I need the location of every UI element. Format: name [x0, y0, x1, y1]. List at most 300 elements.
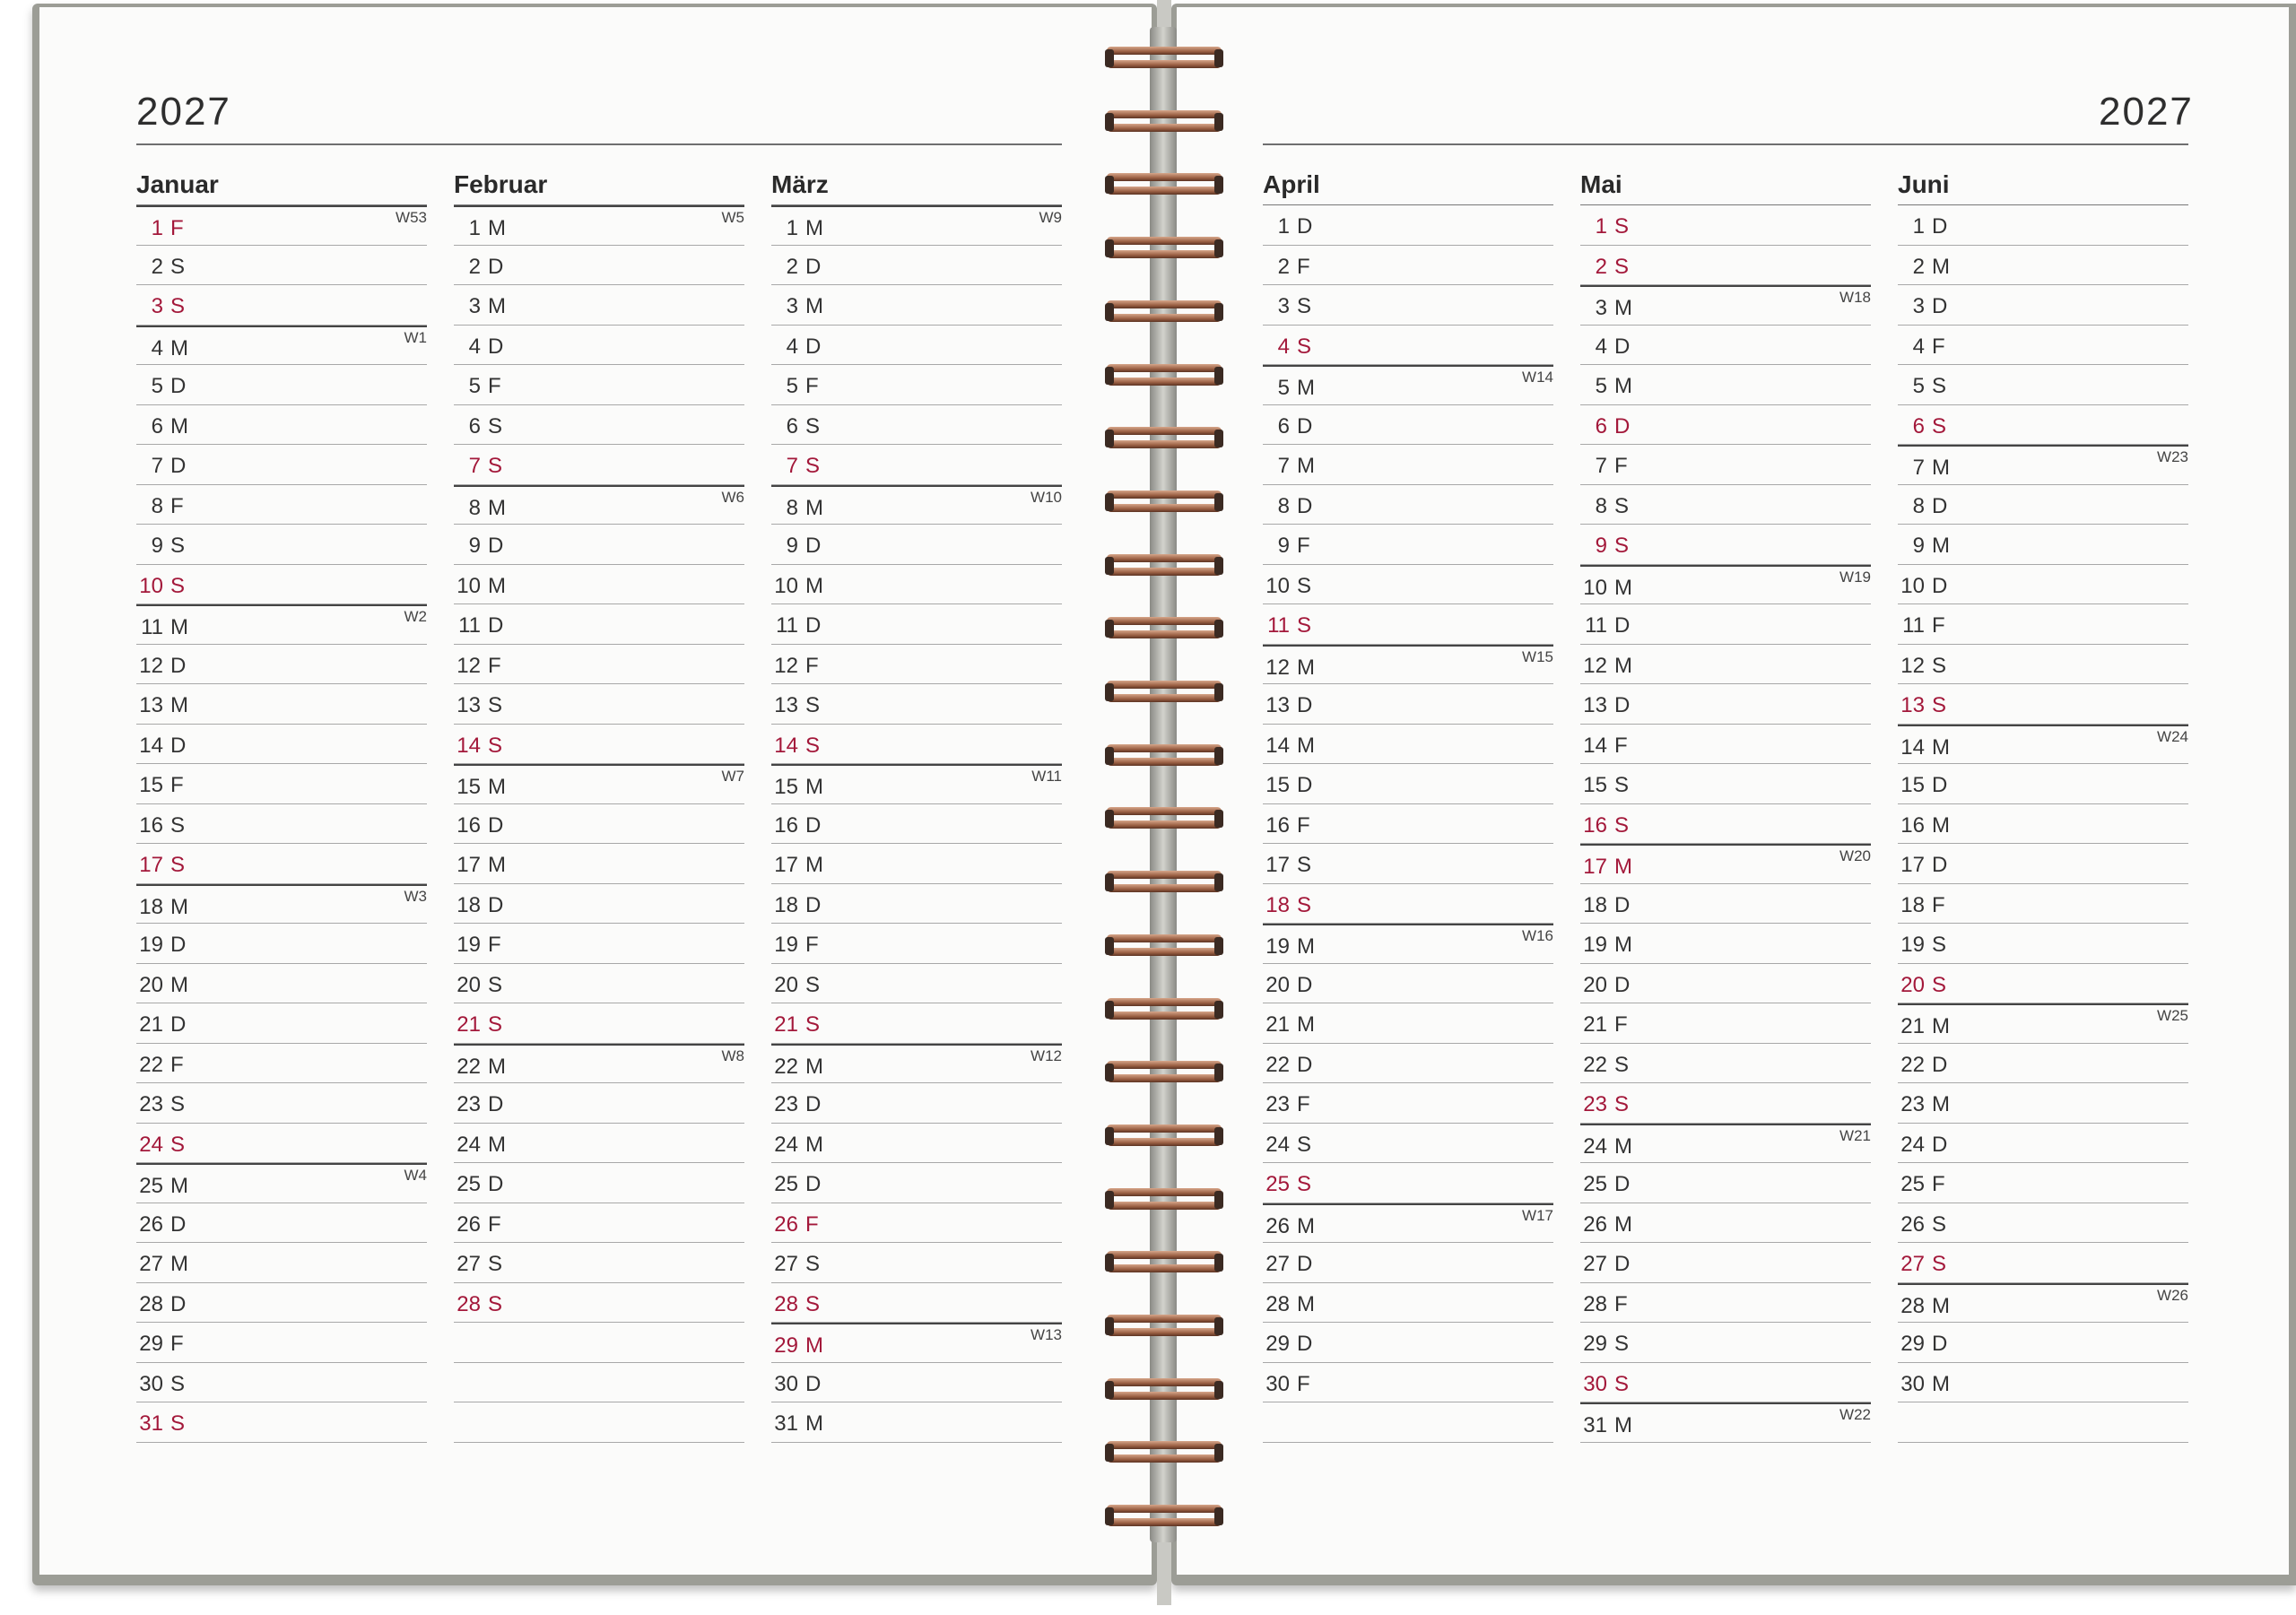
day-row[interactable]: [136, 645, 427, 685]
day-row[interactable]: [454, 964, 744, 1004]
day-number: 16: [1900, 812, 1925, 838]
day-number: 28: [1265, 1291, 1290, 1316]
day-row[interactable]: [1898, 445, 2188, 485]
day-row[interactable]: [1580, 1044, 1871, 1084]
day-row[interactable]: [1580, 1363, 1871, 1403]
day-row[interactable]: [454, 645, 744, 685]
day-row[interactable]: [1898, 1203, 2188, 1244]
day-number: 11: [458, 613, 481, 638]
day-row[interactable]: [1898, 844, 2188, 884]
day-row[interactable]: [1898, 1243, 2188, 1283]
day-row[interactable]: [1263, 1402, 1553, 1443]
day-number: 4: [151, 335, 163, 360]
day-row[interactable]: [136, 684, 427, 725]
day-row[interactable]: [454, 1124, 744, 1164]
day-row[interactable]: [1898, 1044, 2188, 1084]
day-number: 1: [468, 216, 481, 240]
weekday-letter: F: [1614, 733, 1628, 758]
day-row[interactable]: [136, 445, 427, 485]
day-row[interactable]: [1898, 924, 2188, 964]
day-row[interactable]: [771, 365, 1062, 405]
weekday-letter: M: [1932, 812, 1950, 838]
weekday-letter: S: [170, 853, 186, 877]
day-row[interactable]: [1580, 924, 1871, 964]
day-number: 10: [774, 573, 798, 598]
day-row[interactable]: [454, 285, 744, 326]
day-row[interactable]: [454, 1363, 744, 1403]
weekday-letter: M: [488, 216, 506, 240]
day-row[interactable]: [136, 1083, 427, 1124]
day-row[interactable]: [1580, 405, 1871, 446]
weekday-letter: D: [1614, 334, 1631, 359]
day-row[interactable]: [1263, 525, 1553, 565]
weekday-letter: M: [1297, 1291, 1315, 1316]
day-row[interactable]: [771, 1203, 1062, 1244]
day-row[interactable]: [1898, 1323, 2188, 1363]
day-row[interactable]: [1898, 1363, 2188, 1403]
day-row[interactable]: [1580, 205, 1871, 246]
day-number: 13: [1265, 693, 1290, 717]
day-row[interactable]: [771, 844, 1062, 884]
day-row[interactable]: [1263, 485, 1553, 525]
weekday-letter: M: [1614, 374, 1632, 398]
month-column-märz: [771, 169, 1062, 1443]
day-row[interactable]: [1898, 205, 2188, 246]
day-row[interactable]: [1580, 1003, 1871, 1044]
day-row[interactable]: [1263, 1003, 1553, 1044]
weekday-letter: S: [488, 1291, 503, 1316]
weekday-letter: D: [1297, 773, 1313, 797]
day-number: 14: [774, 733, 798, 758]
day-row[interactable]: [1580, 525, 1871, 565]
day-row[interactable]: [1898, 285, 2188, 326]
weekday-letter: S: [1614, 493, 1630, 518]
day-number: 26: [457, 1211, 481, 1237]
day-row[interactable]: [1580, 1243, 1871, 1283]
day-row[interactable]: [1898, 1124, 2188, 1164]
day-row[interactable]: [771, 326, 1062, 366]
day-row[interactable]: [136, 804, 427, 845]
day-row[interactable]: [1263, 246, 1553, 286]
day-number: 15: [1265, 773, 1290, 797]
day-row[interactable]: [1263, 924, 1553, 964]
weekday-letter: D: [1614, 892, 1631, 917]
day-number: 4: [468, 334, 481, 359]
day-row[interactable]: [1898, 1003, 2188, 1044]
day-row[interactable]: [454, 205, 744, 246]
day-row[interactable]: [454, 365, 744, 405]
day-number: 8: [1912, 493, 1925, 518]
day-row[interactable]: [454, 1283, 744, 1324]
day-row[interactable]: [136, 246, 427, 286]
weekday-letter: S: [1932, 933, 1947, 957]
weekday-letter: S: [1614, 534, 1630, 558]
weekday-letter: D: [1297, 493, 1313, 518]
day-row[interactable]: [1263, 1163, 1553, 1203]
day-row[interactable]: [136, 1003, 427, 1044]
day-row[interactable]: [1580, 804, 1871, 845]
day-row[interactable]: [136, 1044, 427, 1084]
day-row[interactable]: [454, 525, 744, 565]
day-row[interactable]: [454, 725, 744, 765]
weekday-letter: D: [488, 334, 504, 359]
day-row[interactable]: [771, 1083, 1062, 1124]
day-row[interactable]: [1580, 884, 1871, 925]
day-number: 27: [774, 1252, 798, 1276]
weekday-letter: D: [1297, 1052, 1313, 1077]
weekday-letter: M: [1932, 534, 1950, 558]
day-row[interactable]: [1580, 1283, 1871, 1324]
day-row[interactable]: [1580, 1323, 1871, 1363]
day-row[interactable]: [454, 604, 744, 645]
day-row[interactable]: [771, 964, 1062, 1004]
day-row[interactable]: [1580, 485, 1871, 525]
day-number: 12: [1265, 655, 1290, 680]
day-row[interactable]: [771, 725, 1062, 765]
weekday-letter: D: [170, 1291, 187, 1316]
day-number: 13: [457, 693, 481, 717]
weekday-letter: F: [1297, 534, 1310, 558]
day-row[interactable]: [771, 1003, 1062, 1044]
day-number: 8: [468, 495, 481, 520]
weekday-letter: M: [1932, 1014, 1950, 1038]
day-row[interactable]: [1898, 326, 2188, 366]
day-row[interactable]: [1263, 884, 1553, 925]
day-row[interactable]: [454, 485, 744, 525]
month-column-januar: [136, 169, 427, 1443]
weekday-letter: F: [170, 216, 184, 240]
day-row[interactable]: [1898, 246, 2188, 286]
day-row[interactable]: [1263, 1363, 1553, 1403]
day-number: 19: [774, 933, 798, 957]
day-row[interactable]: [771, 1323, 1062, 1363]
day-row[interactable]: [454, 405, 744, 446]
day-row[interactable]: [1263, 964, 1553, 1004]
day-row[interactable]: [771, 405, 1062, 446]
day-number: 17: [1265, 853, 1290, 877]
day-number: 24: [1583, 1133, 1607, 1159]
day-number: 27: [139, 1252, 163, 1276]
day-row[interactable]: [454, 684, 744, 725]
day-row[interactable]: [1263, 684, 1553, 725]
day-row[interactable]: [1580, 844, 1871, 884]
day-row[interactable]: [1263, 645, 1553, 685]
day-row[interactable]: [771, 485, 1062, 525]
day-row[interactable]: [136, 1323, 427, 1363]
day-row[interactable]: [1898, 1283, 2188, 1324]
weekday-letter: F: [1614, 1012, 1628, 1037]
day-row[interactable]: [771, 1044, 1062, 1084]
week-number: W12: [1031, 1046, 1062, 1064]
weekday-letter: S: [488, 972, 503, 997]
weekday-letter: D: [1932, 1332, 1948, 1356]
day-row[interactable]: [454, 246, 744, 286]
day-row[interactable]: [136, 764, 427, 804]
day-row[interactable]: [771, 804, 1062, 845]
day-row[interactable]: [1898, 365, 2188, 405]
day-number: 25: [1265, 1172, 1290, 1196]
day-row[interactable]: [1580, 1124, 1871, 1164]
weekday-letter: M: [170, 1252, 188, 1276]
day-row[interactable]: [454, 1044, 744, 1084]
day-number: 15: [1583, 773, 1607, 797]
day-row[interactable]: [454, 1323, 744, 1363]
day-row[interactable]: [1263, 326, 1553, 366]
day-row[interactable]: [1898, 645, 2188, 685]
day-number: 8: [151, 493, 163, 518]
day-row[interactable]: [1263, 804, 1553, 845]
day-row[interactable]: [771, 764, 1062, 804]
day-row[interactable]: [136, 326, 427, 366]
weekday-letter: M: [488, 573, 506, 598]
day-row[interactable]: [1263, 205, 1553, 246]
day-row[interactable]: [1898, 565, 2188, 605]
weekday-letter: D: [1932, 493, 1948, 518]
day-row[interactable]: [771, 1402, 1062, 1443]
day-row[interactable]: [1898, 725, 2188, 765]
day-row[interactable]: [1898, 964, 2188, 1004]
day-row[interactable]: [1263, 764, 1553, 804]
day-row[interactable]: [1580, 1083, 1871, 1124]
day-row[interactable]: [454, 1083, 744, 1124]
day-row[interactable]: [454, 884, 744, 925]
day-row[interactable]: [136, 964, 427, 1004]
day-row[interactable]: [454, 565, 744, 605]
weekday-letter: F: [805, 1211, 819, 1237]
day-row[interactable]: [1263, 565, 1553, 605]
day-number: 22: [1900, 1052, 1925, 1077]
day-row[interactable]: [1263, 725, 1553, 765]
day-row[interactable]: [136, 884, 427, 925]
day-row[interactable]: [136, 1243, 427, 1283]
weekday-letter: S: [170, 812, 186, 838]
day-row[interactable]: [771, 604, 1062, 645]
weekday-letter: F: [170, 1052, 184, 1077]
day-number: 14: [1265, 733, 1290, 758]
day-number: 7: [1277, 454, 1290, 478]
weekday-letter: M: [488, 294, 506, 318]
day-row[interactable]: [136, 604, 427, 645]
day-row[interactable]: [1580, 604, 1871, 645]
day-number: 20: [1265, 972, 1290, 997]
day-row[interactable]: [1580, 725, 1871, 765]
day-row[interactable]: [1580, 246, 1871, 286]
day-number: 21: [1583, 1012, 1607, 1037]
day-number: 17: [139, 853, 163, 877]
weekday-letter: S: [170, 1371, 186, 1396]
day-row[interactable]: [454, 445, 744, 485]
day-row[interactable]: [136, 1163, 427, 1203]
weekday-letter: S: [170, 1132, 186, 1157]
day-number: 23: [1900, 1092, 1925, 1116]
day-row[interactable]: [1263, 1283, 1553, 1324]
day-row[interactable]: [1898, 525, 2188, 565]
day-row[interactable]: [1580, 1163, 1871, 1203]
weekday-letter: M: [1932, 734, 1950, 760]
day-row[interactable]: [1263, 1203, 1553, 1244]
day-row[interactable]: [771, 684, 1062, 725]
day-row[interactable]: [136, 1283, 427, 1324]
week-number: W16: [1522, 927, 1553, 944]
day-row[interactable]: [1263, 844, 1553, 884]
weekday-letter: S: [488, 733, 503, 758]
weekday-letter: D: [1932, 573, 1948, 598]
weekday-letter: M: [488, 1132, 506, 1157]
spiral-ring: [1107, 1378, 1222, 1402]
weekday-letter: S: [1614, 773, 1630, 797]
day-row[interactable]: [136, 485, 427, 525]
day-row[interactable]: [771, 1363, 1062, 1403]
day-number: 31: [139, 1411, 163, 1436]
day-row[interactable]: [454, 326, 744, 366]
day-row[interactable]: [771, 525, 1062, 565]
day-row[interactable]: [1263, 1124, 1553, 1164]
month-name: Mai: [1580, 169, 1871, 205]
day-row[interactable]: [1580, 1203, 1871, 1244]
day-number: 18: [139, 894, 163, 919]
weekday-letter: D: [805, 534, 822, 558]
day-row[interactable]: [1898, 1163, 2188, 1203]
day-row[interactable]: [1580, 565, 1871, 605]
day-row[interactable]: [1898, 604, 2188, 645]
day-number: 21: [774, 1012, 798, 1037]
day-row[interactable]: [771, 924, 1062, 964]
weekday-letter: D: [805, 1371, 822, 1396]
day-row[interactable]: [136, 844, 427, 884]
weekday-letter: F: [1297, 1371, 1310, 1396]
day-row[interactable]: [1580, 365, 1871, 405]
weekday-letter: F: [805, 933, 819, 957]
day-number: 17: [774, 853, 798, 877]
day-row[interactable]: [454, 1402, 744, 1443]
day-row[interactable]: [136, 1203, 427, 1244]
day-number: 7: [468, 454, 481, 478]
spiral-ring: [1107, 554, 1222, 577]
day-row[interactable]: [136, 1124, 427, 1164]
day-row[interactable]: [136, 1363, 427, 1403]
day-row[interactable]: [1263, 604, 1553, 645]
week-number: W13: [1031, 1326, 1062, 1343]
day-row[interactable]: [136, 405, 427, 446]
weekday-letter: F: [488, 933, 501, 957]
day-row[interactable]: [771, 565, 1062, 605]
day-row[interactable]: [1580, 285, 1871, 326]
weekday-letter: F: [1932, 1172, 1945, 1196]
day-row[interactable]: [454, 1203, 744, 1244]
day-row[interactable]: [771, 1283, 1062, 1324]
day-number: 16: [1583, 812, 1607, 838]
day-number: 9: [468, 534, 481, 558]
day-row[interactable]: [454, 844, 744, 884]
weekday-letter: M: [488, 495, 506, 520]
day-row[interactable]: [454, 924, 744, 964]
day-row[interactable]: [1580, 764, 1871, 804]
day-row[interactable]: [136, 924, 427, 964]
weekday-letter: S: [488, 1252, 503, 1276]
weekday-letter: M: [805, 573, 823, 598]
day-number: 28: [139, 1291, 163, 1316]
day-row[interactable]: [1580, 326, 1871, 366]
day-row[interactable]: [1580, 684, 1871, 725]
day-row[interactable]: [454, 1003, 744, 1044]
day-row[interactable]: [454, 1163, 744, 1203]
day-row[interactable]: [771, 645, 1062, 685]
weekday-letter: S: [170, 573, 186, 598]
day-row[interactable]: [771, 1163, 1062, 1203]
day-row[interactable]: [1898, 1402, 2188, 1443]
weekday-letter: M: [1932, 1293, 1950, 1318]
day-number: 30: [774, 1371, 798, 1396]
day-row[interactable]: [1580, 645, 1871, 685]
day-row[interactable]: [1898, 405, 2188, 446]
weekday-letter: F: [488, 653, 501, 678]
day-number: 31: [1583, 1413, 1607, 1437]
weekday-letter: S: [1932, 413, 1947, 438]
day-number: 5: [1595, 374, 1607, 398]
day-number: 7: [1595, 454, 1607, 478]
day-number: 14: [1583, 733, 1607, 758]
day-row[interactable]: [1898, 804, 2188, 845]
day-row[interactable]: [1898, 684, 2188, 725]
day-row[interactable]: [454, 804, 744, 845]
day-row[interactable]: [771, 884, 1062, 925]
day-row[interactable]: [771, 285, 1062, 326]
day-row[interactable]: [771, 445, 1062, 485]
day-row[interactable]: [136, 725, 427, 765]
day-row[interactable]: [1898, 1083, 2188, 1124]
day-row[interactable]: [1898, 764, 2188, 804]
day-row[interactable]: [771, 1243, 1062, 1283]
day-row[interactable]: [136, 205, 427, 246]
day-row[interactable]: [1263, 1083, 1553, 1124]
day-number: 1: [786, 216, 798, 240]
day-row[interactable]: [136, 565, 427, 605]
day-row[interactable]: [1580, 445, 1871, 485]
day-number: 12: [1583, 653, 1607, 678]
weekday-letter: D: [805, 812, 822, 838]
day-row[interactable]: [1263, 1323, 1553, 1363]
spiral-ring: [1107, 110, 1222, 134]
day-row[interactable]: [771, 1124, 1062, 1164]
day-number: 24: [139, 1132, 163, 1157]
day-row[interactable]: [454, 1243, 744, 1283]
day-row[interactable]: [136, 285, 427, 326]
day-row[interactable]: [1580, 1402, 1871, 1443]
weekday-letter: S: [1297, 334, 1312, 359]
day-row[interactable]: [771, 205, 1062, 246]
day-row[interactable]: [1263, 445, 1553, 485]
day-row[interactable]: [1898, 884, 2188, 925]
day-row[interactable]: [454, 764, 744, 804]
day-row[interactable]: [136, 1402, 427, 1443]
day-number: 17: [1583, 855, 1607, 879]
day-row[interactable]: [1263, 285, 1553, 326]
day-row[interactable]: [136, 365, 427, 405]
day-row[interactable]: [1263, 1044, 1553, 1084]
day-row[interactable]: [771, 246, 1062, 286]
day-row[interactable]: [1263, 405, 1553, 446]
day-row[interactable]: [1263, 1243, 1553, 1283]
day-row[interactable]: [1263, 365, 1553, 405]
spiral-ring: [1107, 173, 1222, 196]
day-row[interactable]: [1580, 964, 1871, 1004]
spiral-ring: [1107, 300, 1222, 324]
weekday-letter: M: [1614, 933, 1632, 957]
weekday-letter: D: [488, 613, 504, 638]
day-row[interactable]: [136, 525, 427, 565]
day-row[interactable]: [1898, 485, 2188, 525]
day-number: 26: [774, 1211, 798, 1237]
